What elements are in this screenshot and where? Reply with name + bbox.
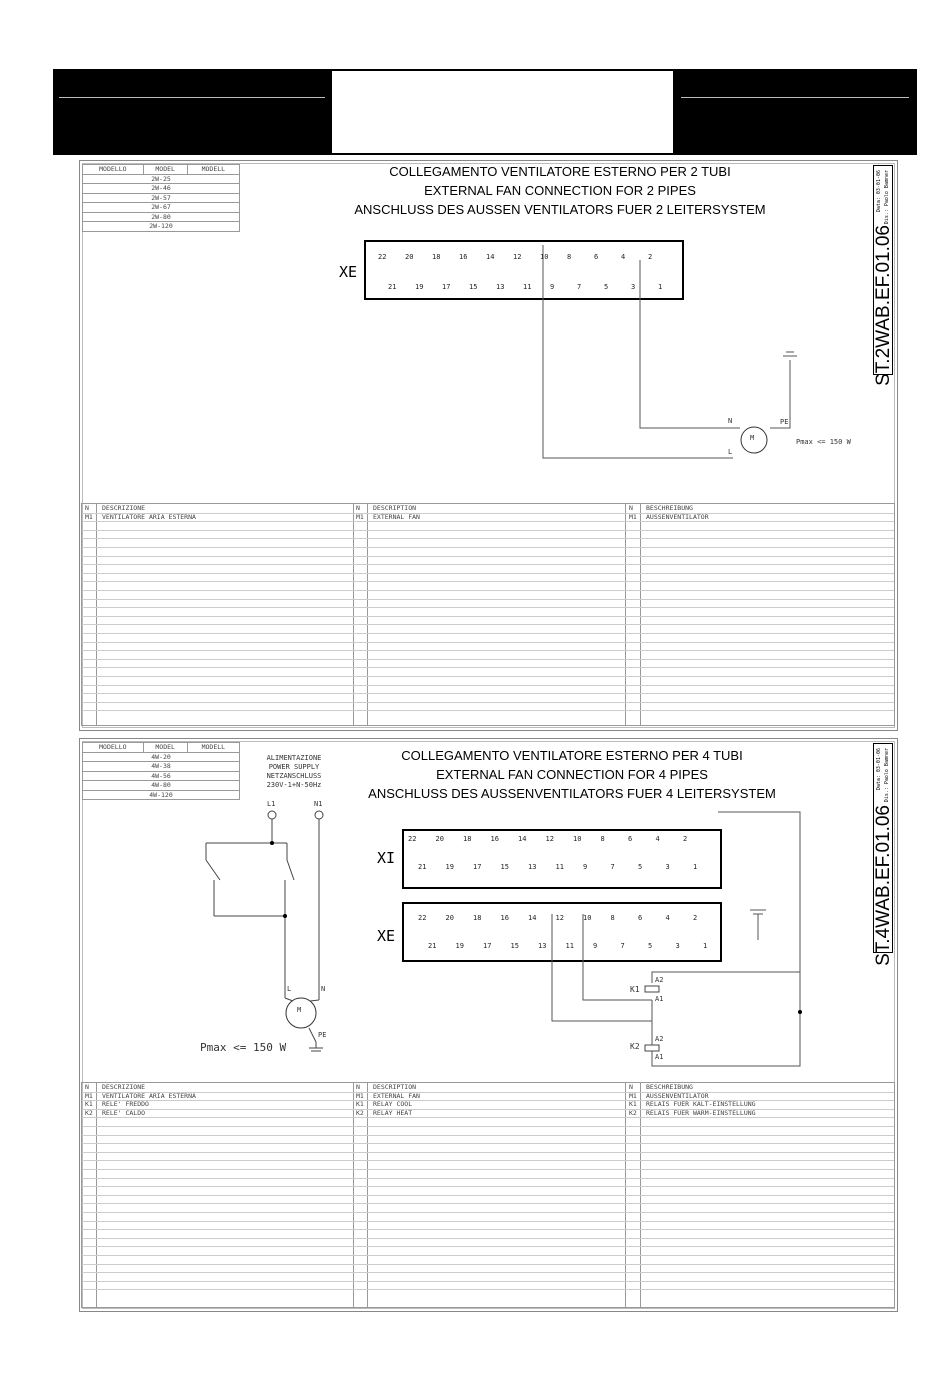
- drawing-code: ST.4WAB.EF.01.06: [873, 805, 894, 966]
- legend-cell: RELAIS FUER WARM-EINSTELLUNG: [646, 1108, 756, 1117]
- terminal-number: 17: [442, 283, 451, 291]
- model-header-en: MODEL: [143, 743, 187, 753]
- legend-cell: M1: [85, 512, 93, 521]
- drawing-author: Dis.: Paolo Bamner: [884, 748, 890, 803]
- terminal-number: 20: [405, 253, 414, 261]
- terminal-number: 9: [583, 863, 588, 871]
- legend-row-line: [82, 1195, 894, 1196]
- legend-row-line: [82, 1264, 894, 1265]
- title-english: EXTERNAL FAN CONNECTION FOR 2 PIPES: [424, 183, 696, 198]
- legend-row-line: [82, 1229, 894, 1230]
- terminal-block-label-xe: XE: [377, 927, 396, 945]
- model-row: 4W-120: [83, 790, 240, 800]
- terminal-number: 15: [469, 283, 478, 291]
- terminal-number: 8: [610, 914, 615, 922]
- relay-k2-label: K2: [630, 1042, 640, 1051]
- terminal-number: 17: [483, 942, 492, 950]
- motor-label: M: [750, 434, 755, 442]
- terminal-number: 18: [473, 914, 482, 922]
- drawing-date: Data: 03-01-06: [876, 748, 882, 791]
- terminal-number: 3: [665, 863, 670, 871]
- pmax-label: Pmax <= 150 W: [796, 438, 851, 446]
- legend-cell: M1: [85, 1091, 93, 1100]
- legend-cell: K2: [356, 1108, 364, 1117]
- terminal-number: 7: [610, 863, 615, 871]
- motor-label: M: [297, 1006, 302, 1014]
- legend-header: DESCRIPTION: [373, 1083, 417, 1091]
- relay-k1-a1: A1: [655, 995, 664, 1003]
- terminal-number: 1: [693, 863, 698, 871]
- legend-row-line: [82, 1221, 894, 1222]
- model-row: 2W-57: [83, 193, 240, 203]
- wire-label-n: N: [321, 985, 326, 993]
- terminal-number: 12: [513, 253, 522, 261]
- legend-cell: AUSSENVENTILATOR: [646, 512, 709, 521]
- legend-row-line: [82, 1109, 894, 1110]
- terminal-number: 21: [388, 283, 397, 291]
- terminal-number: 11: [555, 863, 564, 871]
- legend-row-line: [82, 1178, 894, 1179]
- model-header-de: MODELL: [187, 743, 239, 753]
- model-row: 2W-67: [83, 203, 240, 213]
- terminal-number: 7: [577, 283, 582, 291]
- terminal-number: 13: [528, 863, 537, 871]
- terminal-number: 13: [538, 942, 547, 950]
- terminal-number: 2: [683, 835, 688, 843]
- legend-cell: K1: [629, 1100, 637, 1109]
- wire-label-l: L: [728, 448, 733, 456]
- terminal-number: 14: [518, 835, 527, 843]
- legend-row-line: [82, 1160, 894, 1161]
- legend-header: N: [629, 504, 633, 512]
- legend-header: DESCRIPTION: [373, 504, 417, 512]
- supply-line: POWER SUPPLY: [268, 763, 320, 771]
- terminal-number: 16: [500, 914, 509, 922]
- terminal-number: 20: [435, 835, 444, 843]
- legend-cell: M1: [629, 1091, 637, 1100]
- terminal-number: 22: [408, 835, 417, 843]
- terminal-number: 4: [621, 253, 626, 261]
- legend-header: BESCHREIBUNG: [646, 1083, 693, 1091]
- terminal-number: 2: [693, 914, 698, 922]
- legend-cell: M1: [356, 512, 364, 521]
- legend-row-line: [82, 1289, 894, 1290]
- model-row: 2W-80: [83, 212, 240, 222]
- legend-row-line: [82, 1100, 894, 1101]
- terminal-number: 10: [540, 253, 549, 261]
- terminal-number: 9: [593, 942, 598, 950]
- legend-row-line: [82, 1126, 894, 1127]
- legend-row-line: [82, 1246, 894, 1247]
- legend-row-line: [82, 1203, 894, 1204]
- legend-row-line: [82, 1212, 894, 1213]
- wire-label-pe: PE: [780, 418, 789, 426]
- model-row: 4W-38: [83, 762, 240, 772]
- legend-row-line: [82, 1135, 894, 1136]
- terminal-number: 14: [528, 914, 537, 922]
- legend-cell: RELE' CALDO: [102, 1108, 146, 1117]
- drawing-author: Dis.: Paolo Bamner: [884, 170, 890, 225]
- terminal-number: 6: [594, 253, 599, 261]
- model-row: 4W-20: [83, 752, 240, 762]
- terminal-number: 4: [665, 914, 670, 922]
- terminal-number: 10: [583, 914, 592, 922]
- legend-row-line: [82, 1272, 894, 1273]
- legend-row-line: [82, 1152, 894, 1153]
- terminal-number: 12: [555, 914, 564, 922]
- terminal-number: 2: [648, 253, 653, 261]
- terminal-number: 15: [500, 863, 509, 871]
- model-header-it: MODELLO: [83, 165, 144, 175]
- terminal-number: 3: [675, 942, 680, 950]
- relay-k2-a1: A1: [655, 1053, 664, 1061]
- terminal-number: 13: [496, 283, 505, 291]
- model-row: 4W-56: [83, 771, 240, 781]
- terminal-number: 6: [628, 835, 633, 843]
- wire-label-pe: PE: [318, 1031, 327, 1039]
- wire-label-n: N: [728, 417, 733, 425]
- terminal-number: 20: [445, 914, 454, 922]
- model-header-en: MODEL: [143, 165, 187, 175]
- model-row: 2W-46: [83, 184, 240, 194]
- terminal-number: 16: [459, 253, 468, 261]
- legend-row-line: [82, 1143, 894, 1144]
- legend-cell: RELAIS FUER KALT-EINSTELLUNG: [646, 1100, 756, 1109]
- legend-row-line: [82, 1169, 894, 1170]
- drawing-code: ST.2WAB.EF.01.06: [873, 225, 894, 386]
- legend-cell: M1: [629, 512, 637, 521]
- legend-cell: RELE' FREDDO: [102, 1100, 149, 1109]
- terminal-block-label-xi: XI: [377, 849, 396, 867]
- legend-header: N: [85, 504, 89, 512]
- terminal-number: 3: [631, 283, 636, 291]
- legend-row-line: [82, 1117, 894, 1118]
- legend-cell: K1: [85, 1100, 93, 1109]
- legend-header: N: [356, 504, 360, 512]
- legend-row-line: [82, 1186, 894, 1187]
- legend-header: N: [629, 1083, 633, 1091]
- supply-line: 230V-1+N-50Hz: [266, 781, 322, 789]
- legend-cell: RELAY COOL: [373, 1100, 413, 1109]
- relay-k1-a2: A2: [655, 976, 664, 984]
- terminal-number: 5: [638, 863, 643, 871]
- terminal-number: 19: [445, 863, 454, 871]
- supply-label-l1: L1: [267, 800, 276, 808]
- model-header-it: MODELLO: [83, 743, 144, 753]
- terminal-number: 18: [432, 253, 441, 261]
- legend-cell: K2: [85, 1108, 93, 1117]
- legend-header: BESCHREIBUNG: [646, 504, 693, 512]
- relay-k2-coil: [645, 1045, 659, 1051]
- title-italian: COLLEGAMENTO VENTILATORE ESTERNO PER 4 TUBI: [401, 748, 743, 763]
- relay-k1-coil: [645, 986, 659, 992]
- terminal-number: 19: [415, 283, 424, 291]
- legend-row-line: [82, 1255, 894, 1256]
- terminal-number: 1: [703, 942, 708, 950]
- title-german: ANSCHLUSS DES AUSSENVENTILATORS FUER 4 LEITERSYSTEM: [368, 786, 776, 801]
- legend-row-line: [82, 1238, 894, 1239]
- terminal-number: 11: [523, 283, 532, 291]
- legend-header: N: [85, 1083, 89, 1091]
- supply-line: NETZANSCHLUSS: [266, 772, 322, 780]
- model-row: 2W-25: [83, 174, 240, 184]
- terminal-number: 10: [573, 835, 582, 843]
- title-german: ANSCHLUSS DES AUSSEN VENTILATORS FUER 2 LEITERSYSTEM: [354, 202, 766, 217]
- legend-row-line: [82, 1092, 894, 1093]
- legend-cell: K2: [629, 1108, 637, 1117]
- relay-k2-a2: A2: [655, 1035, 664, 1043]
- legend-cell: AUSSENVENTILATOR: [646, 1091, 709, 1100]
- legend-header: N: [356, 1083, 360, 1091]
- terminal-number: 21: [418, 863, 427, 871]
- legend-header: DESCRIZIONE: [102, 504, 146, 512]
- model-row: 2W-120: [83, 222, 240, 232]
- pmax-label: Pmax <= 150 W: [200, 1041, 287, 1054]
- terminal-block-label: XE: [339, 263, 358, 281]
- terminal-number: 1: [658, 283, 663, 291]
- legend-cell: EXTERNAL FAN: [373, 1091, 420, 1100]
- terminal-number: 22: [378, 253, 387, 261]
- terminal-number: 5: [648, 942, 653, 950]
- title-english: EXTERNAL FAN CONNECTION FOR 4 PIPES: [436, 767, 708, 782]
- supply-terminal-n1: [315, 811, 323, 819]
- model-header-de: MODELL: [187, 165, 239, 175]
- terminal-number: 12: [545, 835, 554, 843]
- legend-header: DESCRIZIONE: [102, 1083, 146, 1091]
- terminal-number: 8: [567, 253, 572, 261]
- legend-cell: VENTILATORE ARIA ESTERNA: [102, 512, 196, 521]
- legend-table-4-pipes: [81, 1082, 895, 1308]
- terminal-number: 8: [600, 835, 605, 843]
- terminal-number: 22: [418, 914, 427, 922]
- terminal-number: 16: [490, 835, 499, 843]
- terminal-number: 18: [463, 835, 472, 843]
- legend-cell: RELAY HEAT: [373, 1108, 413, 1117]
- wire-label-l: L: [287, 985, 292, 993]
- legend-cell: K1: [356, 1100, 364, 1109]
- terminal-number: 7: [620, 942, 625, 950]
- supply-label-n1: N1: [314, 800, 323, 808]
- terminal-number: 11: [565, 942, 574, 950]
- supply-line: ALIMENTAZIONE: [266, 754, 322, 762]
- legend-cell: VENTILATORE ARIA ESTERNA: [102, 1091, 196, 1100]
- terminal-number: 4: [655, 835, 660, 843]
- terminal-number: 9: [550, 283, 555, 291]
- legend-cell: EXTERNAL FAN: [373, 512, 420, 521]
- legend-row-line: [82, 1281, 894, 1282]
- supply-terminal-l1: [268, 811, 276, 819]
- terminal-number: 21: [428, 942, 437, 950]
- terminal-number: 15: [510, 942, 519, 950]
- model-row: 4W-80: [83, 781, 240, 791]
- relay-k1-label: K1: [630, 985, 640, 994]
- terminal-number: 5: [604, 283, 609, 291]
- title-italian: COLLEGAMENTO VENTILATORE ESTERNO PER 2 TUBI: [389, 164, 731, 179]
- terminal-number: 17: [473, 863, 482, 871]
- terminal-number: 19: [455, 942, 464, 950]
- terminal-number: 6: [638, 914, 643, 922]
- legend-cell: M1: [356, 1091, 364, 1100]
- drawing-date: Data: 03-01-06: [876, 170, 882, 213]
- terminal-number: 14: [486, 253, 495, 261]
